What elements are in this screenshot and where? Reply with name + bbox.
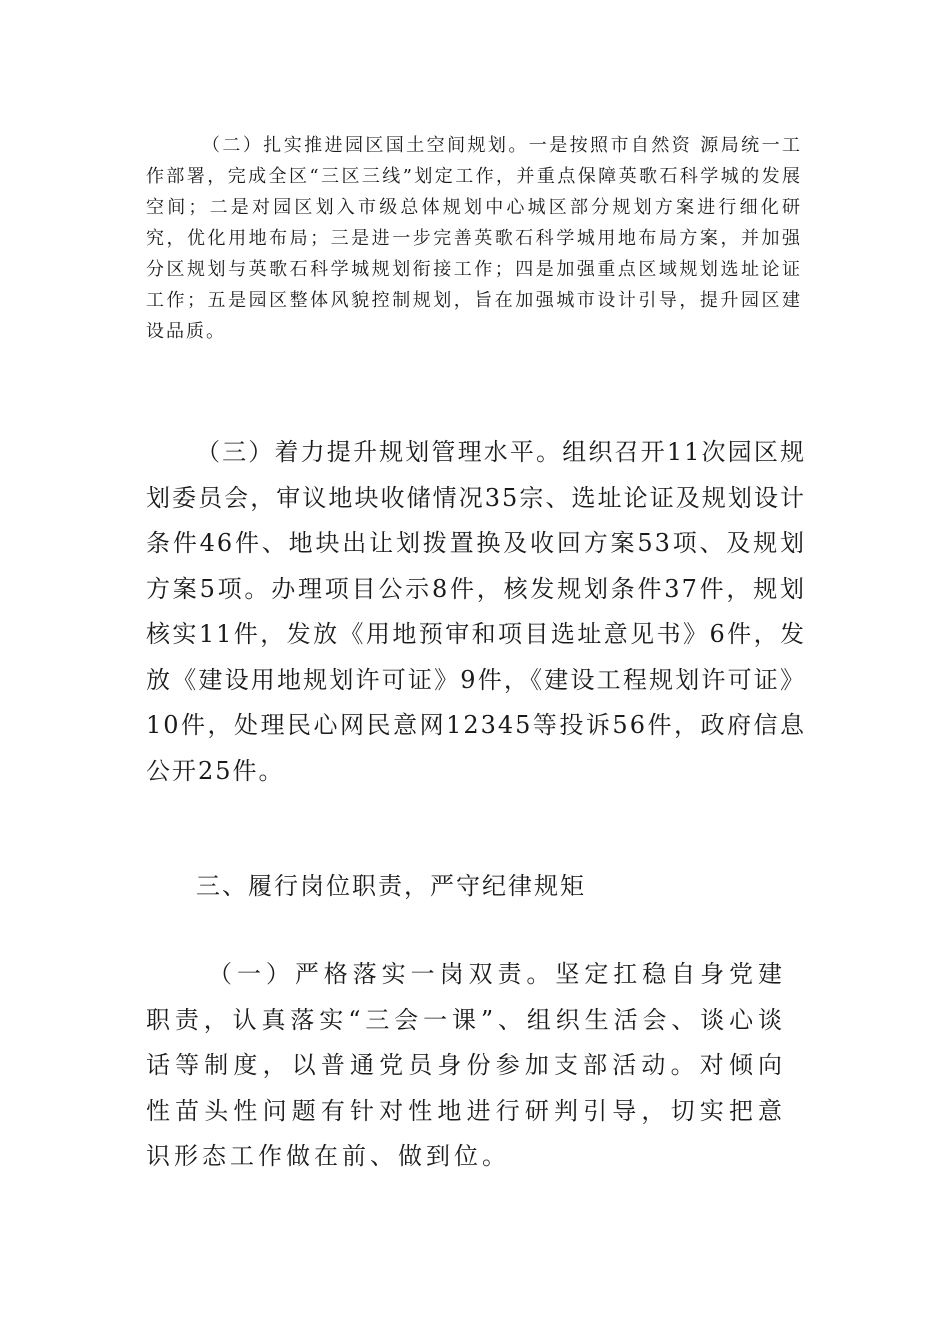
paragraph-planning-management: （三）着力提升规划管理水平。组织召开11次园区规划委员会，审议地块收储情况35宗、选址论证及规划设计条件46件、地块出让划拨置换及收回方案53项、及规划方案5项。办理项目公示8件，核发规划条件37件，规划核实11件，发放《用地预审和项目选址意见书》6件，发放《建设用地规划许可证》9件，《建设工程规划许可证》10件，处理民心网民意网12345等投诉56件，政府信息公开25件。 (146, 438, 806, 785)
paragraph-responsibility: （一）严格落实一岗双责。坚定扛稳自身党建职责，认真落实“三会一课”、组织生活会、谈心谈话等制度，以普通党员身份参加支部活动。对倾向性苗头性问题有针对性地进行研判引导，切实把意识形态工作做在前、做到位。 (146, 960, 786, 1170)
section-heading: 三、履行岗位职责，严守纪律规矩 (196, 872, 586, 900)
paragraph-land-planning: （二）扎实推进园区国土空间规划。一是按照市自然资 源局统一工作部署，完成全区“三区三线”划定工作，并重点保障英歌石科学城的发展空间；二是对园区划入市级总体规划中心城区部分规划方案进行细化研究，优化用地布局；三是进一步完善英歌石科学城用地布局方案，并加强分区规划与英歌石科学城规划衔接工作；四是加强重点区域规划选址论证工作；五是园区整体风貌控制规划，旨在加强城市设计引导，提升园区建设品质。 (146, 135, 802, 342)
